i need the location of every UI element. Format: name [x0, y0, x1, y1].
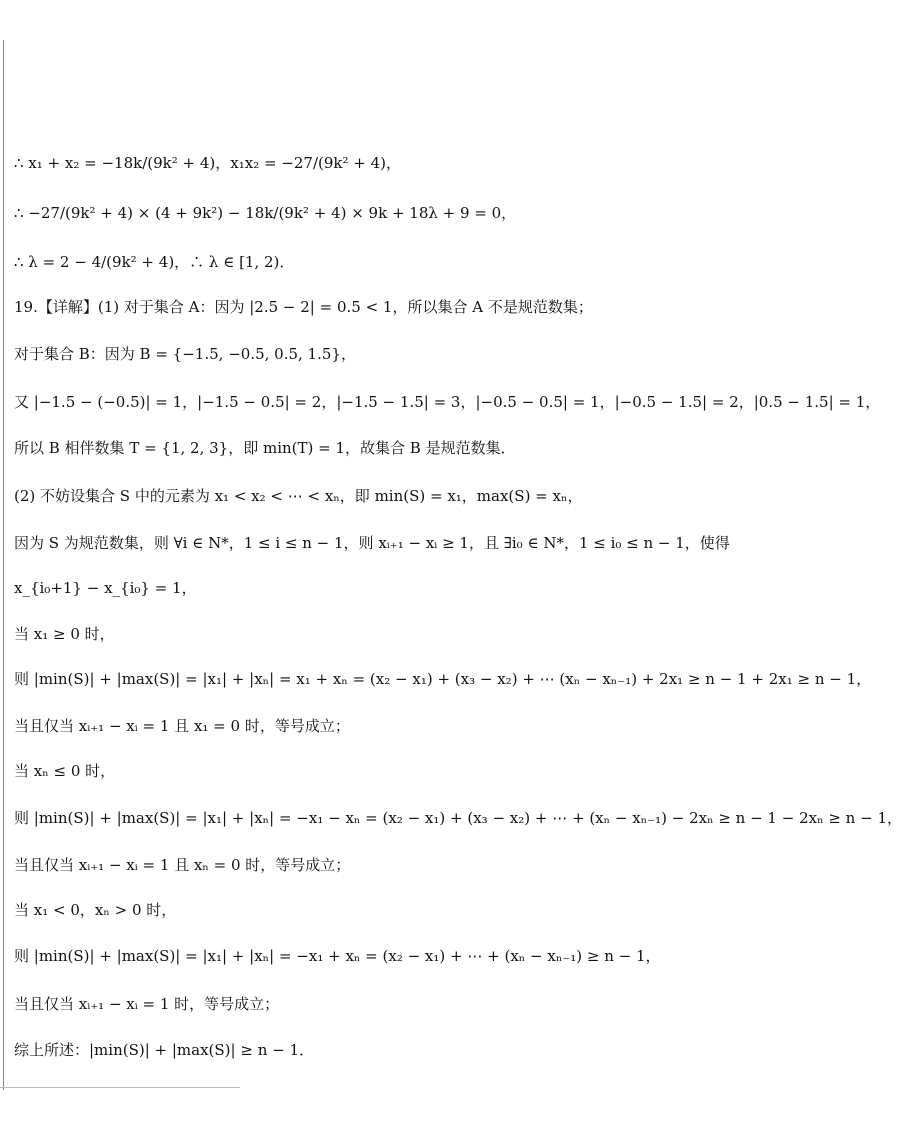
line-substitution: ∴ −27/(9k² + 4) × (4 + 9k²) − 18k/(9k² + 4) × 9k + 18λ + 9 = 0，	[14, 204, 517, 222]
line-case3-derivation: 则 |min(S)| + |max(S)| = |x₁| + |xₙ| = −x₁ + xₙ = (x₂ − x₁) + ⋯ + (xₙ − xₙ₋₁) ≥ n − 1，	[14, 947, 661, 965]
line-case-mixed-sign: 当 x₁ < 0，xₙ > 0 时，	[14, 901, 177, 919]
line-case2-derivation: 则 |min(S)| + |max(S)| = |x₁| + |xₙ| = −x₁ − xₙ = (x₂ − x₁) + (x₃ − x₂) + ⋯ + (xₙ − xₙ₋₁) − 2xₙ ≥ n − 1 − 2xₙ ≥ n − 1，	[14, 809, 902, 827]
line-set-b: 对于集合 B：因为 B = {−1.5, −0.5, 0.5, 1.5}，	[14, 345, 356, 363]
line-q19-set-a: 19.【详解】(1) 对于集合 A：因为 |2.5 − 2| = 0.5 < 1，所以集合 A 不是规范数集；	[14, 298, 593, 316]
line-case-x1-nonneg: 当 x₁ ≥ 0 时，	[14, 625, 115, 643]
line-lambda-range: ∴ λ = 2 − 4/(9k² + 4)，∴ λ ∈ [1, 2)．	[14, 253, 295, 271]
line-part2-assumption: (2) 不妨设集合 S 中的元素为 x₁ < x₂ < ⋯ < xₙ，即 min(S) = x₁，max(S) = xₙ，	[14, 487, 583, 505]
line-vieta: ∴ x₁ + x₂ = −18k/(9k² + 4)，x₁x₂ = −27/(9k² + 4)，	[14, 154, 402, 172]
line-case1-derivation: 则 |min(S)| + |max(S)| = |x₁| + |xₙ| = x₁ + xₙ = (x₂ − x₁) + (x₃ − x₂) + ⋯ (xₙ − xₙ₋₁) + 2x₁ ≥ n − 1 + 2x₁ ≥ n − 1，	[14, 670, 872, 688]
line-exists-i0: x_{i₀+1} − x_{i₀} = 1，	[14, 579, 197, 597]
line-set-b-differences: 又 |−1.5 − (−0.5)| = 1，|−1.5 − 0.5| = 2，|−1.5 − 1.5| = 3，|−0.5 − 0.5| = 1，|−0.5 − 1.5| = 2，|0.5 − 1.5| = 1，	[14, 393, 881, 411]
line-case1-equality: 当且仅当 xᵢ₊₁ − xᵢ = 1 且 x₁ = 0 时，等号成立；	[14, 717, 350, 735]
line-normative-condition: 因为 S 为规范数集，则 ∀i ∈ N*，1 ≤ i ≤ n − 1，则 xᵢ₊₁ − xᵢ ≥ 1，且 ∃i₀ ∈ N*，1 ≤ i₀ ≤ n − 1，使得	[14, 534, 730, 552]
line-set-b-conclusion: 所以 B 相伴数集 T = {1, 2, 3}，即 min(T) = 1，故集合 B 是规范数集．	[14, 439, 516, 457]
line-case-xn-nonpos: 当 xₙ ≤ 0 时，	[14, 762, 116, 780]
page-bottom-edge	[0, 1087, 240, 1088]
page-left-edge	[3, 40, 4, 1090]
line-summary: 综上所述：|min(S)| + |max(S)| ≥ n − 1．	[14, 1041, 315, 1059]
line-case3-equality: 当且仅当 xᵢ₊₁ − xᵢ = 1 时，等号成立；	[14, 995, 280, 1013]
line-case2-equality: 当且仅当 xᵢ₊₁ − xᵢ = 1 且 xₙ = 0 时，等号成立；	[14, 856, 351, 874]
